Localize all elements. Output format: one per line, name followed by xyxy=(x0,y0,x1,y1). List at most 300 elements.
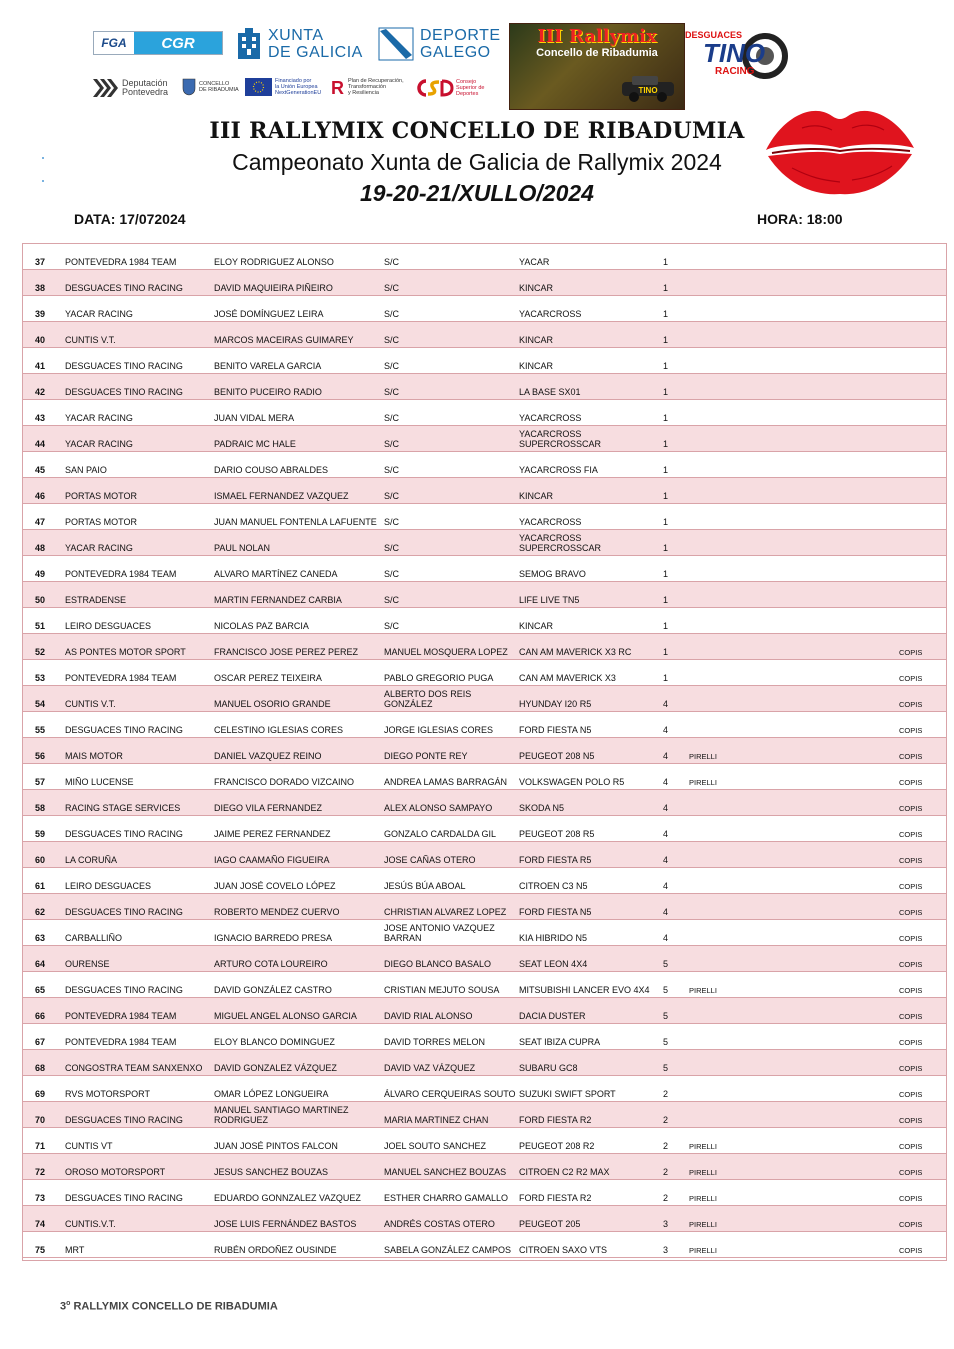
row-pilot: JUAN JOSÉ PINTOS FALCON xyxy=(214,1141,338,1151)
row-team: PORTAS MOTOR xyxy=(65,491,138,501)
row-car: KINCAR xyxy=(519,491,554,501)
row-group: 3 xyxy=(663,1245,669,1255)
row-team: YACAR RACING xyxy=(65,309,133,319)
row-pilot: JOSE LUIS FERNÁNDEZ BASTOS xyxy=(214,1219,357,1229)
row-copis: COPIS xyxy=(899,1194,923,1203)
row-number: 74 xyxy=(35,1219,46,1229)
row-copis: COPIS xyxy=(899,648,923,657)
row-copilot: CHRISTIAN ALVAREZ LOPEZ xyxy=(384,907,507,917)
galicia-flag-icon xyxy=(378,27,414,61)
cgr-logo-text: CGR xyxy=(134,32,222,54)
row-number: 37 xyxy=(35,257,46,267)
row-copilot: DIEGO PONTE REY xyxy=(384,751,468,761)
row-group: 1 xyxy=(663,543,669,553)
row-tyre: PIRELLI xyxy=(689,778,717,787)
row-pilot: JAIME PEREZ FERNANDEZ xyxy=(214,829,331,839)
row-group: 1 xyxy=(663,361,669,371)
table-row xyxy=(23,556,946,582)
row-team: PONTEVEDRA 1984 TEAM xyxy=(65,1011,177,1021)
table-row xyxy=(23,764,946,790)
row-pilot: NICOLAS PAZ BARCIA xyxy=(214,621,309,631)
table-row xyxy=(23,634,946,660)
row-pilot: MIGUEL ANGEL ALONSO GARCIA xyxy=(214,1011,357,1021)
row-number: 42 xyxy=(35,387,46,397)
row-copilot: S/C xyxy=(384,543,400,553)
row-copilot: ESTHER CHARRO GAMALLO xyxy=(384,1193,509,1203)
table-row xyxy=(23,1024,946,1050)
row-car: CAN AM MAVERICK X3 xyxy=(519,673,616,683)
row-copilot: DAVID VAZ VÁZQUEZ xyxy=(384,1063,476,1073)
deputacion-line1: Deputación xyxy=(122,78,168,88)
row-copilot: ALEX ALONSO SAMPAYO xyxy=(384,803,493,813)
row-car: KINCAR xyxy=(519,621,554,631)
row-car: VOLKSWAGEN POLO R5 xyxy=(519,777,625,787)
row-copilot: S/C xyxy=(384,361,400,371)
row-team: CONGOSTRA TEAM SANXENXO xyxy=(65,1063,203,1073)
row-pilot: JESUS SANCHEZ BOUZAS xyxy=(214,1167,329,1177)
row-team: RACING STAGE SERVICES xyxy=(65,803,181,813)
row-number: 39 xyxy=(35,309,46,319)
svg-text:TINO: TINO xyxy=(638,86,658,95)
row-copis: COPIS xyxy=(899,674,923,683)
row-group: 1 xyxy=(663,517,669,527)
concello-ribadumia-logo xyxy=(182,78,239,96)
svg-text:R: R xyxy=(331,78,344,96)
row-group: 5 xyxy=(663,1037,669,1047)
concello-crest-icon xyxy=(182,78,196,96)
row-team: CUNTIS V.T. xyxy=(65,699,116,709)
row-team: LA CORUÑA xyxy=(65,855,118,865)
row-pilot: MANUEL SANTIAGO MARTINEZ RODRIGUEZ xyxy=(214,1105,349,1125)
row-team: DESGUACES TINO RACING xyxy=(65,387,183,397)
row-copis: COPIS xyxy=(899,934,923,943)
row-number: 51 xyxy=(35,621,46,631)
row-team: PONTEVEDRA 1984 TEAM xyxy=(65,673,177,683)
row-number: 64 xyxy=(35,959,46,969)
deporte-line1: DEPORTE xyxy=(420,27,501,44)
eu-line1: Financiado por xyxy=(275,78,312,84)
row-car: KIA HIBRIDO N5 xyxy=(519,933,588,943)
row-team: YACAR RACING xyxy=(65,543,133,553)
row-pilot: FRANCISCO JOSE PEREZ PEREZ xyxy=(214,647,359,657)
row-car: CAN AM MAVERICK X3 RC xyxy=(519,647,632,657)
row-copilot: S/C xyxy=(384,621,400,631)
row-group: 4 xyxy=(663,829,669,839)
table-row xyxy=(23,712,946,738)
row-number: 65 xyxy=(35,985,46,995)
row-copilot: ANDREA LAMAS BARRAGÁN xyxy=(384,777,508,787)
row-car: CITROEN C3 N5 xyxy=(519,881,588,891)
row-pilot: ARTURO COTA LOUREIRO xyxy=(214,959,328,969)
row-number: 57 xyxy=(35,777,46,787)
row-pilot: DAVID MAQUIEIRA PIÑEIRO xyxy=(214,283,333,293)
plan-line2: Transformación xyxy=(348,84,387,90)
row-number: 40 xyxy=(35,335,46,345)
table-row xyxy=(23,348,946,374)
table-row xyxy=(23,1102,946,1128)
row-car: FORD FIESTA R2 xyxy=(519,1193,592,1203)
row-group: 5 xyxy=(663,959,669,969)
row-number: 69 xyxy=(35,1089,46,1099)
csd-mark-icon xyxy=(414,78,454,98)
tino-logo-main: TINO xyxy=(703,38,766,68)
row-copilot: S/C xyxy=(384,569,400,579)
row-tyre: PIRELLI xyxy=(689,1194,717,1203)
footer-ordinal: o xyxy=(66,1300,71,1307)
row-tyre: PIRELLI xyxy=(689,1246,717,1255)
row-pilot: ELOY BLANCO DOMINGUEZ xyxy=(214,1037,335,1047)
table-row xyxy=(23,582,946,608)
table-row xyxy=(23,868,946,894)
row-copis: COPIS xyxy=(899,778,923,787)
csd-line1: Consejo xyxy=(456,79,477,85)
row-team: MAIS MOTOR xyxy=(65,751,123,761)
row-copis: COPIS xyxy=(899,1090,923,1099)
row-car: SEMOG BRAVO xyxy=(519,569,586,579)
row-number: 46 xyxy=(35,491,46,501)
row-team: LEIRO DESGUACES xyxy=(65,881,152,891)
row-team: DESGUACES TINO RACING xyxy=(65,907,183,917)
row-car: SKODA N5 xyxy=(519,803,565,813)
row-number: 53 xyxy=(35,673,46,683)
table-row xyxy=(23,946,946,972)
row-team: ESTRADENSE xyxy=(65,595,127,605)
row-team: DESGUACES TINO RACING xyxy=(65,829,183,839)
row-group: 1 xyxy=(663,647,669,657)
row-pilot: JUAN VIDAL MERA xyxy=(214,413,295,423)
row-copis: COPIS xyxy=(899,752,923,761)
row-copis: COPIS xyxy=(899,1246,923,1255)
table-row xyxy=(23,816,946,842)
row-pilot: FRANCISCO DORADO VIZCAINO xyxy=(214,777,355,787)
row-number: 56 xyxy=(35,751,46,761)
row-group: 1 xyxy=(663,439,669,449)
row-number: 67 xyxy=(35,1037,46,1047)
eu-logo xyxy=(245,78,321,96)
row-team: YACAR RACING xyxy=(65,413,133,423)
row-car: KINCAR xyxy=(519,335,554,345)
row-car: SUBARU GC8 xyxy=(519,1063,578,1073)
row-pilot: DIEGO VILA FERNANDEZ xyxy=(214,803,323,813)
row-number: 71 xyxy=(35,1141,46,1151)
row-team: CUNTIS VT xyxy=(65,1141,113,1151)
row-copilot: S/C xyxy=(384,283,400,293)
tino-racing-logo xyxy=(685,30,797,90)
row-pilot: DARIO COUSO ABRALDES xyxy=(214,465,329,475)
row-group: 1 xyxy=(663,413,669,423)
row-copilot: JESÚS BÚA ABOAL xyxy=(384,881,466,891)
row-copilot: S/C xyxy=(384,517,400,527)
deputacion-line2: Pontevedra xyxy=(122,87,169,97)
row-group: 1 xyxy=(663,257,669,267)
row-number: 62 xyxy=(35,907,46,917)
row-tyre: PIRELLI xyxy=(689,752,717,761)
rallymix-logo-title: III Rallymix xyxy=(537,26,657,47)
table-row xyxy=(23,998,946,1024)
table-row xyxy=(23,1076,946,1102)
row-group: 1 xyxy=(663,491,669,501)
row-copis: COPIS xyxy=(899,882,923,891)
row-copis: COPIS xyxy=(899,986,923,995)
row-team: CUNTIS.V.T. xyxy=(65,1219,116,1229)
row-group: 5 xyxy=(663,1063,669,1073)
row-number: 68 xyxy=(35,1063,46,1073)
table-row xyxy=(23,244,946,270)
table-row xyxy=(23,452,946,478)
eu-line2: la Unión Europea xyxy=(275,84,318,90)
row-number: 38 xyxy=(35,283,46,293)
row-number: 45 xyxy=(35,465,46,475)
row-group: 3 xyxy=(663,1219,669,1229)
row-car: YACARCROSS SUPERCROSSCAR xyxy=(519,429,602,449)
plan-line3: y Resiliencia xyxy=(348,90,379,96)
row-car: MITSUBISHI LANCER EVO 4X4 xyxy=(519,985,650,995)
table-row xyxy=(23,842,946,868)
row-team: PORTAS MOTOR xyxy=(65,517,138,527)
table-row xyxy=(23,296,946,322)
table-row xyxy=(23,400,946,426)
row-tyre: PIRELLI xyxy=(689,986,717,995)
row-team: DESGUACES TINO RACING xyxy=(65,725,183,735)
row-team: DESGUACES TINO RACING xyxy=(65,985,183,995)
table-row xyxy=(23,374,946,400)
row-copilot: JOSE CAÑAS OTERO xyxy=(384,855,476,865)
concello-line2: DE RIBADUMIA xyxy=(199,87,239,93)
row-pilot: DANIEL VAZQUEZ REINO xyxy=(214,751,322,761)
csd-line2: Superior de xyxy=(456,85,485,91)
row-car: FORD FIESTA R5 xyxy=(519,855,592,865)
row-pilot: PAUL NOLAN xyxy=(214,543,271,553)
row-number: 59 xyxy=(35,829,46,839)
row-group: 4 xyxy=(663,803,669,813)
footer-num: 3 xyxy=(60,1300,67,1313)
row-group: 1 xyxy=(663,309,669,319)
row-copis: COPIS xyxy=(899,1116,923,1125)
row-group: 1 xyxy=(663,673,669,683)
row-team: LEIRO DESGUACES xyxy=(65,621,152,631)
row-car: CITROEN SAXO VTS xyxy=(519,1245,608,1255)
row-group: 4 xyxy=(663,777,669,787)
table-row xyxy=(23,426,946,452)
row-group: 5 xyxy=(663,985,669,995)
page-subtitle: Campeonato Xunta de Galicia de Rallymix 2024 xyxy=(232,149,722,175)
row-car: SEAT IBIZA CUPRA xyxy=(519,1037,601,1047)
row-copilot: S/C xyxy=(384,335,400,345)
row-team: MRT xyxy=(65,1245,85,1255)
row-copis: COPIS xyxy=(899,1142,923,1151)
table-row xyxy=(23,504,946,530)
row-number: 44 xyxy=(35,439,46,449)
row-number: 58 xyxy=(35,803,46,813)
table-row xyxy=(23,790,946,816)
row-group: 1 xyxy=(663,335,669,345)
row-car: YACAR xyxy=(519,257,550,267)
row-group: 2 xyxy=(663,1141,669,1151)
row-number: 70 xyxy=(35,1115,46,1125)
row-car: YACARCROSS xyxy=(519,309,582,319)
row-group: 1 xyxy=(663,387,669,397)
bullet-dot xyxy=(42,180,44,182)
plan-line1: Plan de Recuperación, xyxy=(348,78,404,84)
row-group: 4 xyxy=(663,725,669,735)
row-number: 41 xyxy=(35,361,46,371)
table-row xyxy=(23,608,946,634)
row-copilot: DAVID TORRES MELON xyxy=(384,1037,486,1047)
table-row xyxy=(23,1180,946,1206)
row-number: 55 xyxy=(35,725,46,735)
row-copilot: DIEGO BLANCO BASALO xyxy=(384,959,492,969)
row-team: DESGUACES TINO RACING xyxy=(65,1115,183,1125)
row-group: 1 xyxy=(663,569,669,579)
row-copilot: JORGE IGLESIAS CORES xyxy=(384,725,494,735)
table-row xyxy=(23,660,946,686)
row-copilot: ALBERTO DOS REIS GONZÁLEZ xyxy=(384,689,472,709)
row-copilot: MARIA MARTINEZ CHAN xyxy=(384,1115,489,1125)
row-team: RVS MOTORSPORT xyxy=(65,1089,151,1099)
row-car: SEAT LEON 4X4 xyxy=(519,959,588,969)
row-car: PEUGEOT 208 N5 xyxy=(519,751,595,761)
row-group: 4 xyxy=(663,855,669,865)
row-copis: COPIS xyxy=(899,700,923,709)
fga-logo-text: FGA xyxy=(94,32,134,54)
row-copis: COPIS xyxy=(899,856,923,865)
row-divider xyxy=(23,1257,946,1258)
rally-car-icon xyxy=(618,72,678,102)
row-pilot: ALVARO MARTÍNEZ CANEDA xyxy=(214,569,338,579)
row-copilot: JOEL SOUTO SANCHEZ xyxy=(384,1141,487,1151)
hora-label: HORA: 18:00 xyxy=(757,211,843,227)
row-pilot: RUBÉN ORDOÑEZ OUSINDE xyxy=(214,1245,337,1255)
footer-text: RALLYMIX CONCELLO DE RIBADUMIA xyxy=(70,1300,278,1313)
row-team: DESGUACES TINO RACING xyxy=(65,1193,183,1203)
row-car: HYUNDAY I20 R5 xyxy=(519,699,592,709)
table-row xyxy=(23,1154,946,1180)
row-car: PEUGEOT 205 xyxy=(519,1219,581,1229)
xunta-line2: DE GALICIA xyxy=(268,44,363,61)
row-pilot: PADRAIC MC HALE xyxy=(214,439,296,449)
row-team: PONTEVEDRA 1984 TEAM xyxy=(65,257,177,267)
page-footer xyxy=(60,1300,278,1313)
row-group: 4 xyxy=(663,751,669,761)
row-pilot: OMAR LÓPEZ LONGUEIRA xyxy=(214,1089,329,1099)
row-number: 48 xyxy=(35,543,46,553)
row-group: 2 xyxy=(663,1167,669,1177)
row-number: 54 xyxy=(35,699,46,709)
row-copis: COPIS xyxy=(899,1012,923,1021)
row-number: 52 xyxy=(35,647,46,657)
row-group: 1 xyxy=(663,621,669,631)
row-pilot: EDUARDO GONNZALEZ VAZQUEZ xyxy=(214,1193,361,1203)
row-number: 75 xyxy=(35,1245,46,1255)
fga-cgr-logo xyxy=(93,31,223,55)
row-copilot: S/C xyxy=(384,309,400,319)
row-group: 4 xyxy=(663,881,669,891)
row-pilot: IGNACIO BARREDO PRESA xyxy=(214,933,333,943)
xunta-logo xyxy=(236,27,363,61)
row-pilot: IAGO CAAMAÑO FIGUEIRA xyxy=(214,855,330,865)
row-team: DESGUACES TINO RACING xyxy=(65,283,183,293)
row-number: 73 xyxy=(35,1193,46,1203)
row-copilot: S/C xyxy=(384,491,400,501)
row-copilot: SABELA GONZÁLEZ CAMPOS xyxy=(384,1245,512,1255)
row-pilot: JUAN MANUEL FONTENLA LAFUENTE xyxy=(214,517,377,527)
row-copis: COPIS xyxy=(899,1064,923,1073)
row-car: YACARCROSS SUPERCROSSCAR xyxy=(519,533,602,553)
row-team: DESGUACES TINO RACING xyxy=(65,361,183,371)
row-group: 1 xyxy=(663,283,669,293)
row-pilot: MARCOS MACEIRAS GUIMAREY xyxy=(214,335,354,345)
table-row xyxy=(23,972,946,998)
deporte-galego-logo xyxy=(378,27,501,61)
row-copilot: MANUEL SANCHEZ BOUZAS xyxy=(384,1167,507,1177)
table-row xyxy=(23,270,946,296)
row-pilot: ELOY RODRIGUEZ ALONSO xyxy=(214,257,334,267)
table-row xyxy=(23,530,946,556)
row-team: PONTEVEDRA 1984 TEAM xyxy=(65,1037,177,1047)
row-copilot: JOSE ANTONIO VAZQUEZ BARRAN xyxy=(384,923,495,943)
table-row xyxy=(23,686,946,712)
row-group: 4 xyxy=(663,699,669,709)
row-group: 5 xyxy=(663,1011,669,1021)
row-pilot: MANUEL OSORIO GRANDE xyxy=(214,699,331,709)
deputacion-logo xyxy=(93,79,168,97)
row-copis: COPIS xyxy=(899,726,923,735)
page-title: III RALLYMIX CONCELLO DE RIBADUMIA xyxy=(209,118,745,144)
row-copilot: S/C xyxy=(384,387,400,397)
row-copilot: S/C xyxy=(384,465,400,475)
plan-r-icon xyxy=(330,78,346,96)
row-car: PEUGEOT 208 R2 xyxy=(519,1141,595,1151)
plan-recuperacion-logo xyxy=(330,78,404,96)
table-row xyxy=(23,322,946,348)
row-car: YACARCROSS FIA xyxy=(519,465,598,475)
row-number: 43 xyxy=(35,413,46,423)
row-number: 49 xyxy=(35,569,46,579)
eu-line3: NextGenerationEU xyxy=(275,90,322,96)
table-row xyxy=(23,920,946,946)
row-pilot: MARTIN FERNANDEZ CARBIA xyxy=(214,595,342,605)
row-team: CARBALLIÑO xyxy=(65,933,123,943)
row-copilot: S/C xyxy=(384,257,400,267)
bullet-dot xyxy=(42,157,44,159)
row-pilot: ISMAEL FERNANDEZ VAZQUEZ xyxy=(214,491,349,501)
row-car: FORD FIESTA N5 xyxy=(519,907,592,917)
table-row xyxy=(23,738,946,764)
row-car: KINCAR xyxy=(519,361,554,371)
row-number: 47 xyxy=(35,517,46,527)
row-copilot: S/C xyxy=(384,439,400,449)
row-group: 4 xyxy=(663,933,669,943)
row-car: LA BASE SX01 xyxy=(519,387,581,397)
row-number: 72 xyxy=(35,1167,46,1177)
row-tyre: PIRELLI xyxy=(689,1220,717,1229)
table-row xyxy=(23,1206,946,1232)
row-car: FORD FIESTA N5 xyxy=(519,725,592,735)
table-row xyxy=(23,478,946,504)
row-copilot: PABLO GREGORIO PUGA xyxy=(384,673,494,683)
table-row xyxy=(23,1232,946,1258)
row-pilot: OSCAR PEREZ TEIXEIRA xyxy=(214,673,322,683)
row-car: FORD FIESTA R2 xyxy=(519,1115,592,1125)
row-copilot: ANDRÉS COSTAS OTERO xyxy=(384,1219,495,1229)
row-pilot: DAVID GONZALEZ VÁZQUEZ xyxy=(214,1063,337,1073)
concello-line1: CONCELLO xyxy=(199,81,230,87)
row-team: PONTEVEDRA 1984 TEAM xyxy=(65,569,177,579)
row-number: 61 xyxy=(35,881,46,891)
data-label: DATA: 17/072024 xyxy=(74,211,186,227)
row-group: 1 xyxy=(663,465,669,475)
row-car: YACARCROSS xyxy=(519,413,582,423)
